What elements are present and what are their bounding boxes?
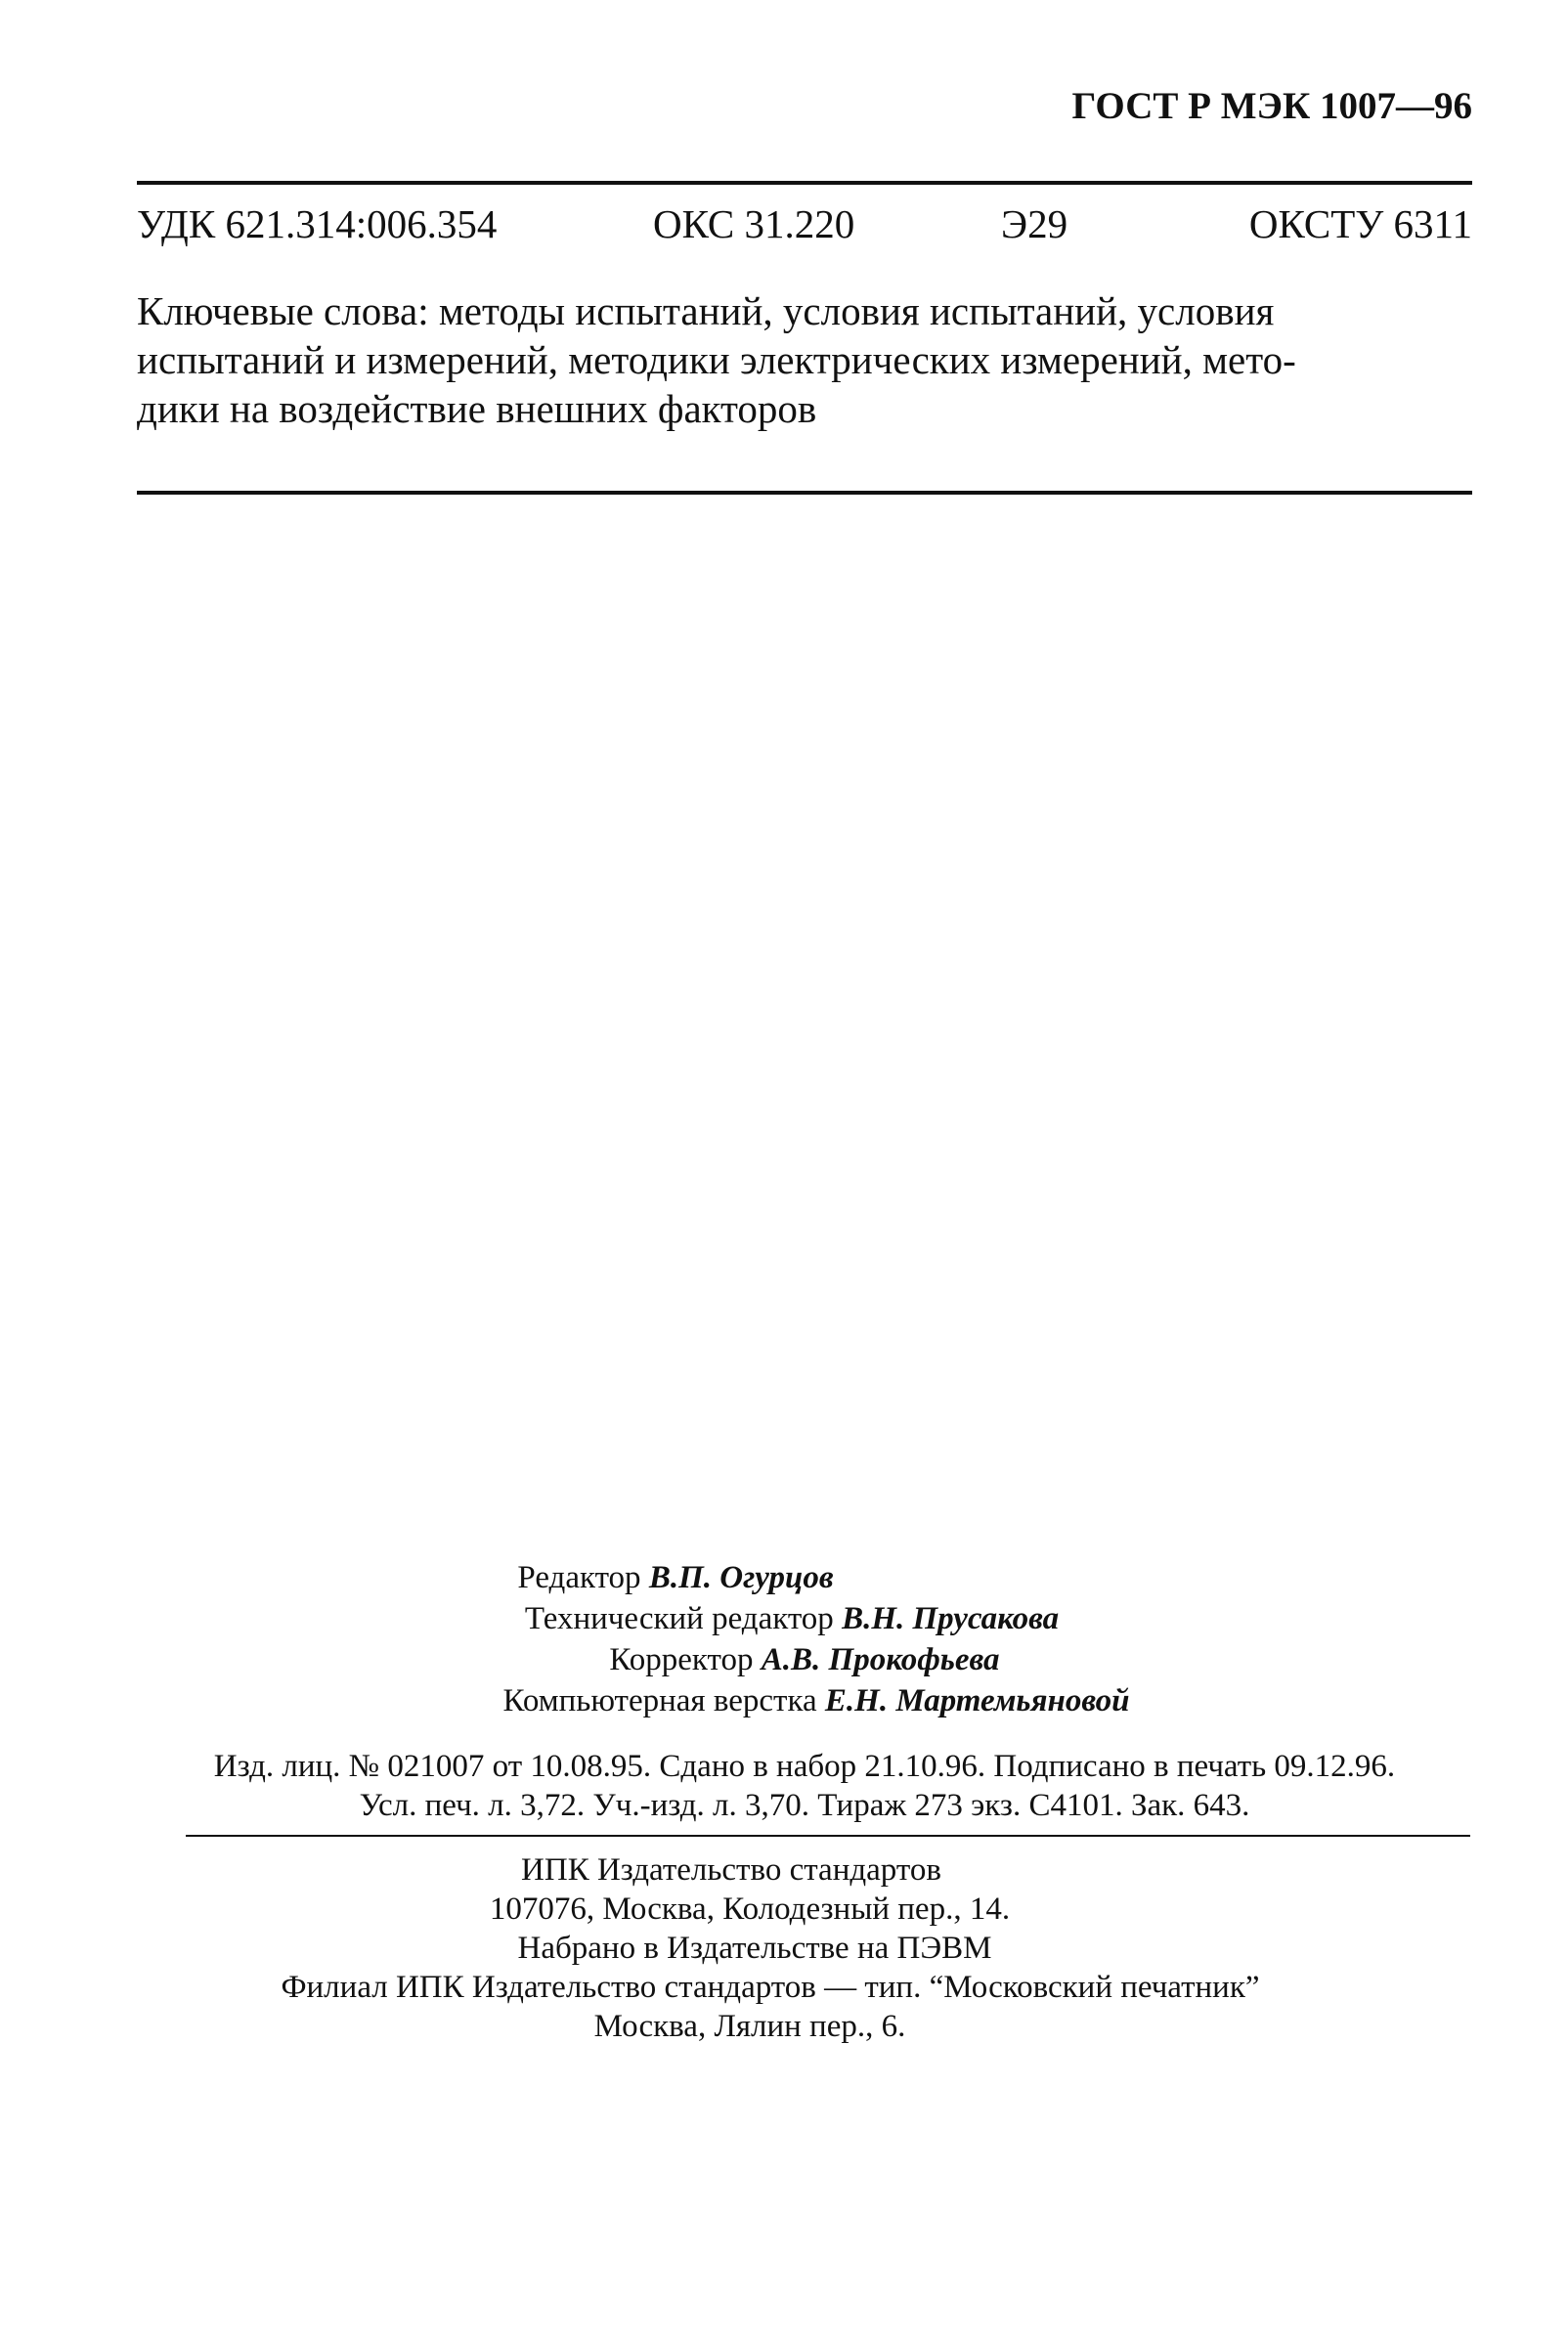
standard-code: ГОСТ Р МЭК 1007—96 <box>1071 85 1472 127</box>
publisher-line: Набрано в Издательстве на ПЭВМ <box>517 1931 992 1966</box>
credit-person: Е.Н. Мартемьяновой <box>824 1683 1130 1718</box>
group-code: Э29 <box>1001 201 1068 246</box>
keywords-divider <box>137 491 1472 495</box>
publisher-block <box>0 1850 1568 2046</box>
publisher-line: ИПК Издательство стандартов <box>521 1852 941 1888</box>
credit-editor <box>0 1557 1568 1598</box>
credit-role: Технический редактор <box>524 1601 834 1636</box>
credit-technical-editor <box>16 1598 1568 1639</box>
imprint-line: Усл. печ. л. 3,72. Уч.-изд. л. 3,70. Тираж 273 экз. С4101. Зак. 643. <box>359 1788 1250 1823</box>
okstu-code: ОКСТУ 6311 <box>1248 201 1472 246</box>
classification-row <box>137 200 1472 259</box>
credit-person: А.В. Прокофьева <box>761 1642 1000 1677</box>
publisher-line: Филиал ИПК Издательство стандартов — тип. “Московский печатник” <box>281 1970 1260 2005</box>
credit-role: Редактор <box>517 1560 641 1595</box>
credit-proofreader <box>41 1639 1568 1680</box>
imprint-line: Изд. лиц. № 021007 от 10.08.95. Сдано в набор 21.10.96. Подписано в печать 09.12.96. <box>213 1749 1396 1784</box>
credits-block <box>0 1557 1568 1721</box>
udk-code: УДК 621.314:006.354 <box>137 201 498 246</box>
keywords-paragraph: Ключевые слова: методы испытаний, условия испытаний, условия испытаний и измерений, методики электрических измерений, мето- дики на воздействие внешних факторов <box>137 288 1296 431</box>
imprint-block <box>137 1747 1472 1825</box>
credit-person: В.П. Огурцов <box>648 1560 834 1595</box>
publisher-line: 107076, Москва, Колодезный пер., 14. <box>489 1891 1011 1927</box>
publisher-line: Москва, Лялин пер., 6. <box>593 2009 906 2044</box>
credit-role: Компьютерная верстка <box>502 1683 817 1718</box>
oks-code: ОКС 31.220 <box>653 201 855 246</box>
imprint-divider <box>186 1835 1470 1837</box>
credit-role: Корректор <box>609 1642 754 1677</box>
credit-layout <box>65 1680 1568 1721</box>
credit-person: В.Н. Прусакова <box>842 1601 1060 1636</box>
top-divider <box>137 181 1472 185</box>
